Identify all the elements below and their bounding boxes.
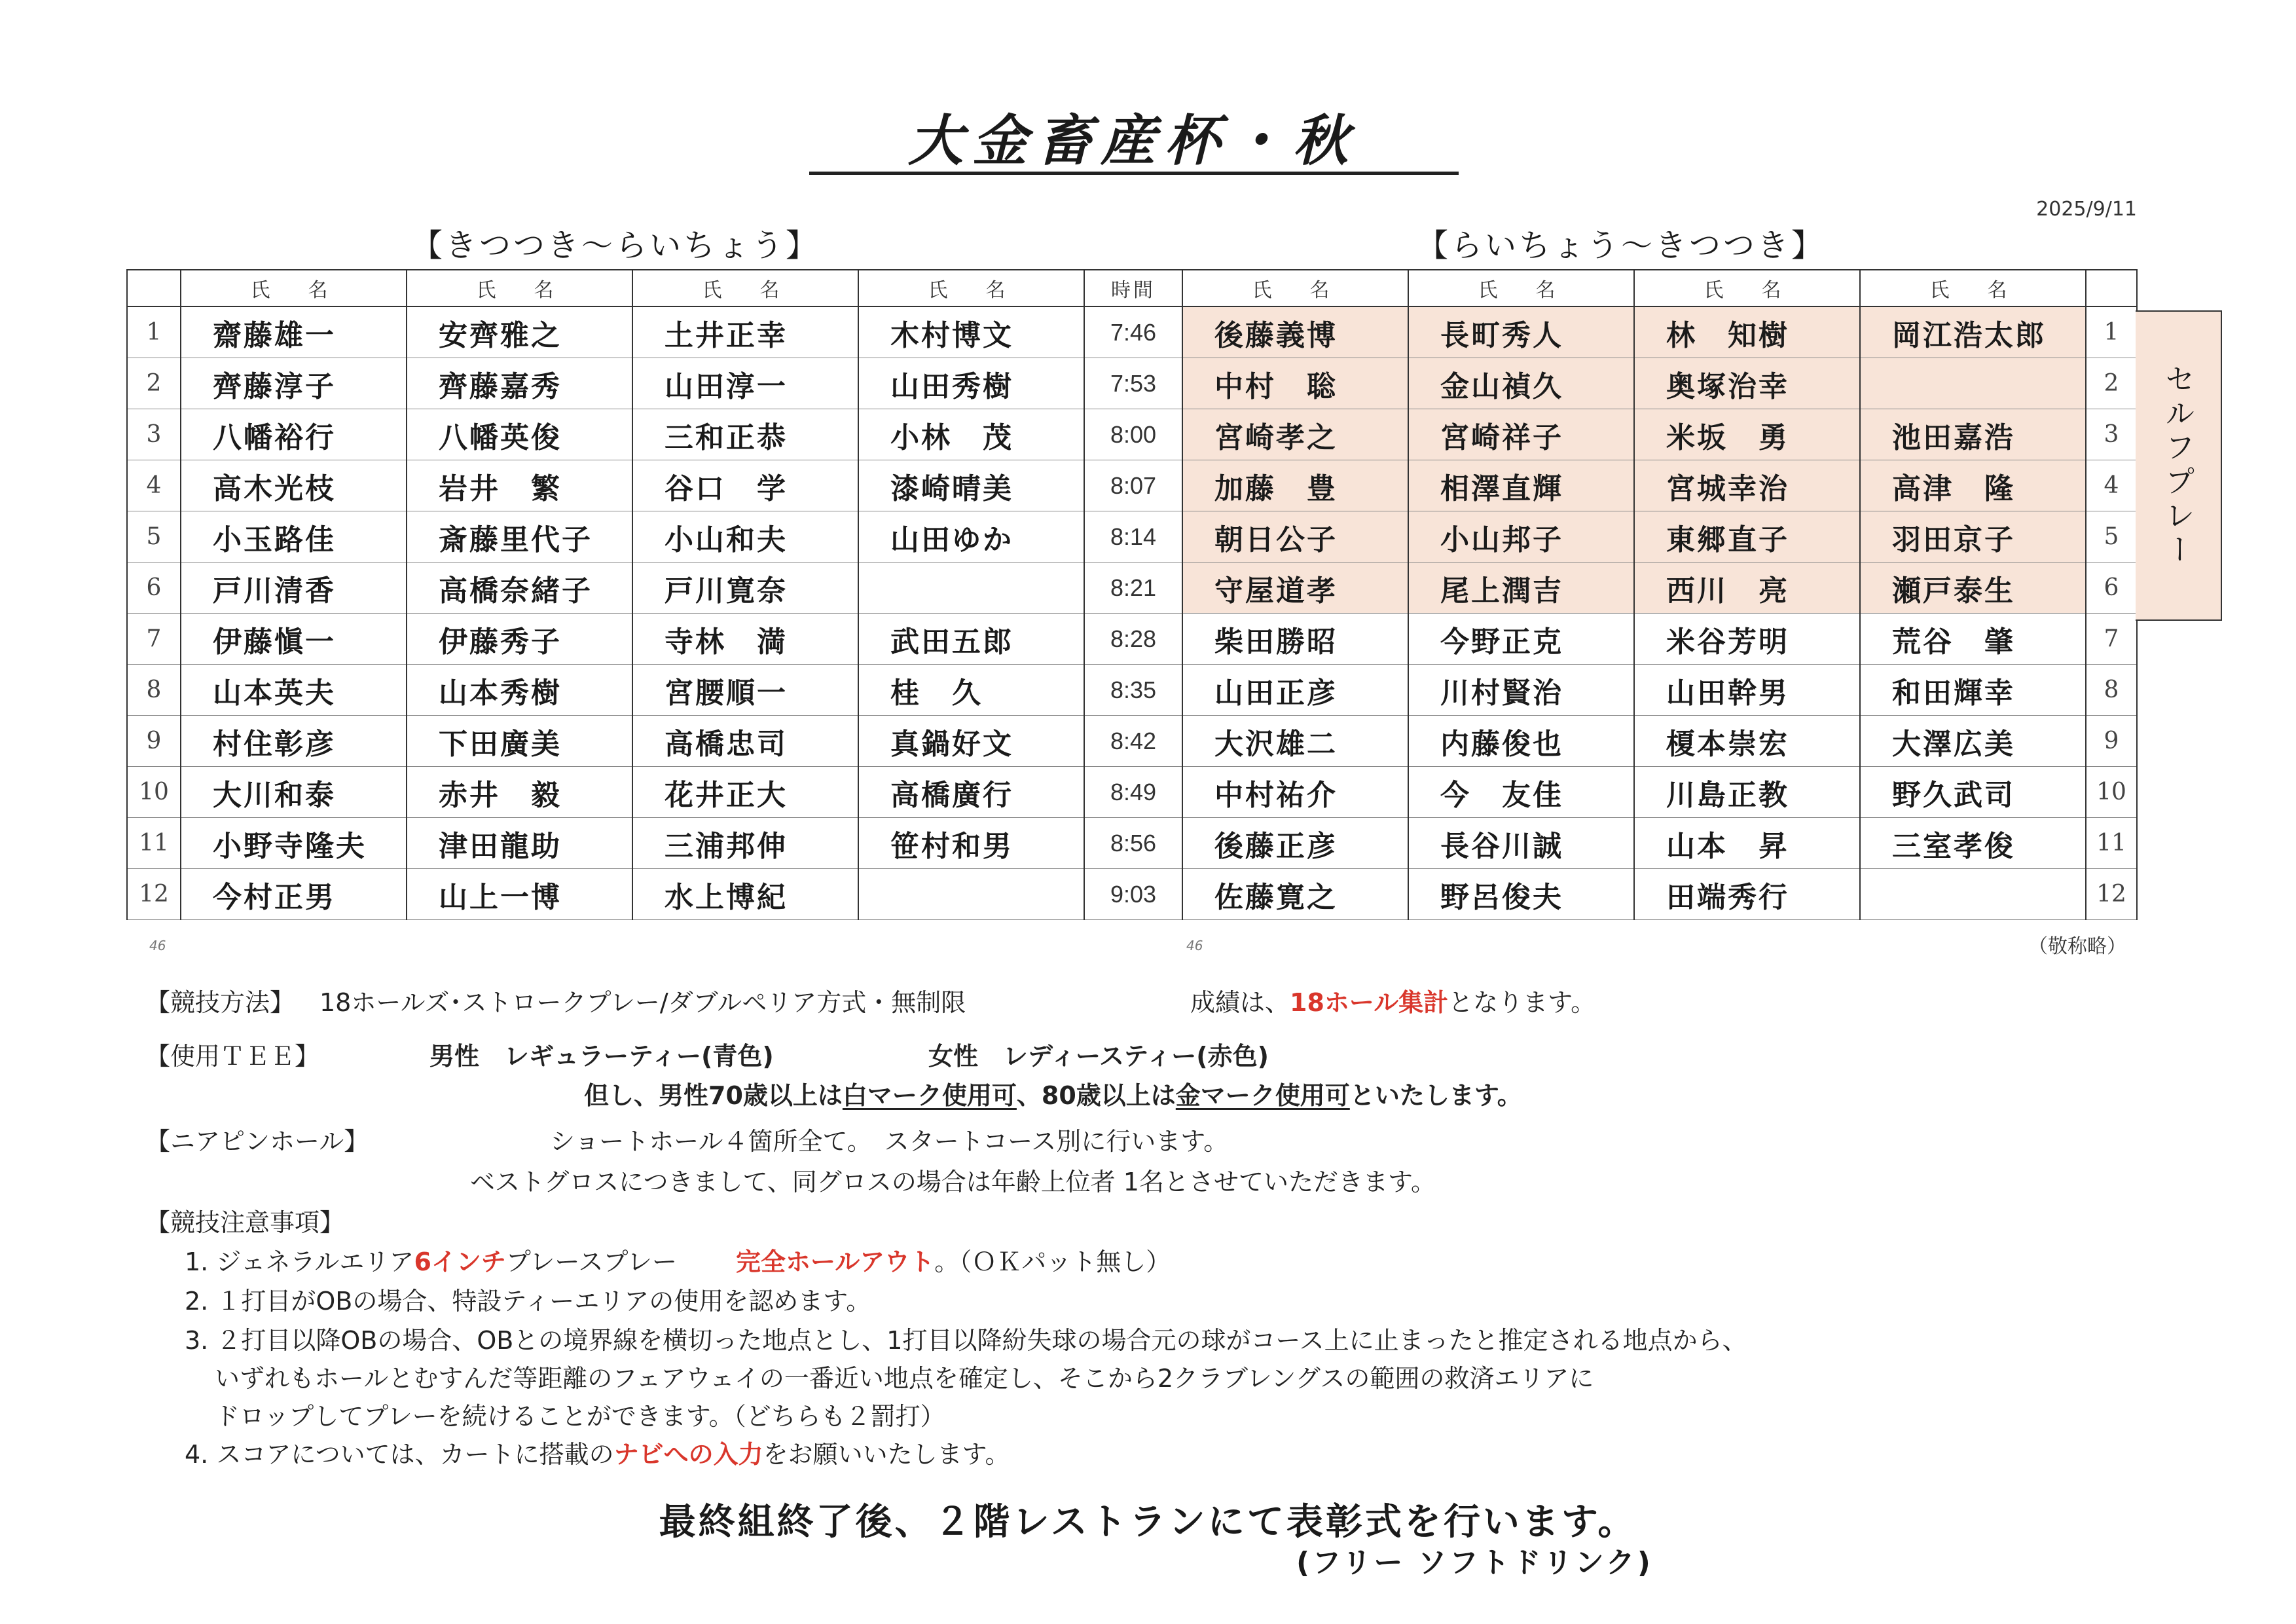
table-row xyxy=(127,818,2137,869)
tee-men: 男性 レギュラーティー(青色) xyxy=(429,1042,774,1071)
tee-age-a: 但し、男性70歳以上は xyxy=(584,1081,843,1110)
player-name xyxy=(858,869,1084,920)
header-name: 氏 名 xyxy=(1860,270,2086,306)
table-row xyxy=(127,358,2137,409)
tee-age-c: 、80歳以上は xyxy=(1016,1081,1176,1110)
nearpin-text: ショートホール４箇所全て。 スタートコース別に行います。 xyxy=(550,1127,1229,1156)
table-row xyxy=(127,306,2137,358)
header-name: 氏 名 xyxy=(181,270,407,306)
tee-time: 8:00 xyxy=(1084,409,1182,460)
player-name xyxy=(1860,358,2086,409)
player-name: 安齊雅之 xyxy=(407,306,632,358)
player-name: 尾上潤吉 xyxy=(1408,563,1634,614)
player-name: 朝日公子 xyxy=(1182,511,1408,563)
header-name: 氏 名 xyxy=(1634,270,1860,306)
player-name: 後藤正彦 xyxy=(1182,818,1408,869)
tee-time: 9:03 xyxy=(1084,869,1182,920)
table-row xyxy=(127,460,2137,511)
tee-time: 8:28 xyxy=(1084,614,1182,665)
group-number-left: 9 xyxy=(127,716,181,767)
group-number-right: 4 xyxy=(2086,460,2137,511)
player-name: 大川和泰 xyxy=(181,767,407,818)
player-name: 齋藤雄一 xyxy=(181,306,407,358)
note-1 xyxy=(185,1242,1171,1278)
tee-time: 8:35 xyxy=(1084,665,1182,716)
group-number-right: 7 xyxy=(2086,614,2137,665)
note-1-a: 1. ジェネラルエリア xyxy=(185,1247,414,1276)
note-4-a: 4. スコアについては、カートに搭載の xyxy=(185,1440,614,1469)
player-name: 小山和夫 xyxy=(632,511,858,563)
tee-time: 8:56 xyxy=(1084,818,1182,869)
player-name xyxy=(1860,869,2086,920)
player-name: 武田五郎 xyxy=(858,614,1084,665)
player-name: 大沢雄二 xyxy=(1182,716,1408,767)
player-name: 小林 茂 xyxy=(858,409,1084,460)
player-name: 谷口 学 xyxy=(632,460,858,511)
player-name: 八幡英俊 xyxy=(407,409,632,460)
group-number-right: 2 xyxy=(2086,358,2137,409)
small-mark-left: 46 xyxy=(149,938,166,953)
result-note xyxy=(1190,982,1595,1018)
group-number-left: 5 xyxy=(127,511,181,563)
player-name: 岩井 繁 xyxy=(407,460,632,511)
note-4-red: ナビへの入力 xyxy=(613,1440,763,1469)
honorific-note: （敬称略） xyxy=(2028,935,2126,958)
player-name: 東郷直子 xyxy=(1634,511,1860,563)
player-name: 大澤広美 xyxy=(1860,716,2086,767)
player-name: 津田龍助 xyxy=(407,818,632,869)
group-number-left: 8 xyxy=(127,665,181,716)
result-pre: 成績は、 xyxy=(1190,988,1290,1017)
group-number-left: 10 xyxy=(127,767,181,818)
tee-time: 7:46 xyxy=(1084,306,1182,358)
player-name: 岡江浩太郎 xyxy=(1860,306,2086,358)
tee-age-white: 白マーク使用可 xyxy=(842,1081,1017,1110)
table-header xyxy=(127,270,2137,306)
table-row xyxy=(127,563,2137,614)
result-post: となります。 xyxy=(1448,988,1596,1017)
player-name: 高木光枝 xyxy=(181,460,407,511)
player-name: 三室孝俊 xyxy=(1860,818,2086,869)
player-name: 守屋道孝 xyxy=(1182,563,1408,614)
player-name: 宮城幸治 xyxy=(1634,460,1860,511)
nearpin-text-2: ベストグロスにつきまして、同グロスの場合は年齢上位者 1名とさせていただきます。 xyxy=(470,1168,1436,1196)
player-name: 齊藤淳子 xyxy=(181,358,407,409)
player-name: 川島正教 xyxy=(1634,767,1860,818)
tee-time-table xyxy=(126,269,2138,920)
tee-label: 【使用ＴＥＥ】 xyxy=(145,1042,320,1071)
player-name: 漆崎晴美 xyxy=(858,460,1084,511)
tee-time: 8:42 xyxy=(1084,716,1182,767)
group-number-left: 3 xyxy=(127,409,181,460)
player-name: 笹村和男 xyxy=(858,818,1084,869)
player-name: 下田廣美 xyxy=(407,716,632,767)
header-name: 氏 名 xyxy=(858,270,1084,306)
player-name: 野久武司 xyxy=(1860,767,2086,818)
player-name: 川村賢治 xyxy=(1408,665,1634,716)
note-1-red1: 6インチ xyxy=(414,1247,506,1276)
title-underline xyxy=(809,172,1459,175)
player-name: 真鍋好文 xyxy=(858,716,1084,767)
player-name: 佐藤寛之 xyxy=(1182,869,1408,920)
player-name: 桂 久 xyxy=(858,665,1084,716)
player-name: 高橋廣行 xyxy=(858,767,1084,818)
player-name: 長町秀人 xyxy=(1408,306,1634,358)
group-number-right: 11 xyxy=(2086,818,2137,869)
player-name: 斎藤里代子 xyxy=(407,511,632,563)
group-number-left: 7 xyxy=(127,614,181,665)
tee-time: 7:53 xyxy=(1084,358,1182,409)
player-name: 八幡裕行 xyxy=(181,409,407,460)
note-1-c: 。（ＯＫパット無し） xyxy=(934,1247,1171,1276)
tee-age-gold: 金マーク使用可 xyxy=(1175,1081,1350,1110)
page-title: 大金畜産杯・秋 xyxy=(907,109,1357,173)
group-number-right: 5 xyxy=(2086,511,2137,563)
player-name: 花井正大 xyxy=(632,767,858,818)
group-number-right: 6 xyxy=(2086,563,2137,614)
player-name: 柴田勝昭 xyxy=(1182,614,1408,665)
player-name: 山田淳一 xyxy=(632,358,858,409)
player-name: 小山邦子 xyxy=(1408,511,1634,563)
player-name: 田端秀行 xyxy=(1634,869,1860,920)
player-name: 羽田京子 xyxy=(1860,511,2086,563)
player-name: 伊藤愼一 xyxy=(181,614,407,665)
player-name: 山田正彦 xyxy=(1182,665,1408,716)
note-1-red2: 完全ホールアウト xyxy=(735,1247,935,1276)
player-name: 山本英夫 xyxy=(181,665,407,716)
player-name: 米谷芳明 xyxy=(1634,614,1860,665)
player-name: 中村祐介 xyxy=(1182,767,1408,818)
group-number-right: 3 xyxy=(2086,409,2137,460)
tee-time: 8:49 xyxy=(1084,767,1182,818)
note-2: 2. １打目がOBの場合、特設ティーエリアの使用を認めます。 xyxy=(185,1287,871,1316)
player-name: 今 友佳 xyxy=(1408,767,1634,818)
group-number-right: 10 xyxy=(2086,767,2137,818)
group-number-right: 1 xyxy=(2086,306,2137,358)
player-name: 内藤俊也 xyxy=(1408,716,1634,767)
group-number-left: 1 xyxy=(127,306,181,358)
player-name: 後藤義博 xyxy=(1182,306,1408,358)
tee-age-e: といたします。 xyxy=(1349,1081,1522,1110)
note-3-line-1: 3. ２打目以降OBの場合、OBとの境界線を横切った地点とし、1打目以降紛失球の場合元の球がコース上に止まったと推定される地点から、 xyxy=(185,1326,1747,1355)
player-name: 今村正男 xyxy=(181,869,407,920)
tee-time: 8:21 xyxy=(1084,563,1182,614)
player-name: 榎本崇宏 xyxy=(1634,716,1860,767)
player-name: 山田秀樹 xyxy=(858,358,1084,409)
group-number-left: 2 xyxy=(127,358,181,409)
header-no xyxy=(2086,270,2137,306)
table-row xyxy=(127,767,2137,818)
soft-drink-note: (フリー ソフトドリンク) xyxy=(1296,1546,1653,1579)
player-name: 加藤 豊 xyxy=(1182,460,1408,511)
player-name: 宮崎祥子 xyxy=(1408,409,1634,460)
group-number-left: 6 xyxy=(127,563,181,614)
player-name: 山本 昇 xyxy=(1634,818,1860,869)
header-name: 氏 名 xyxy=(632,270,858,306)
player-name: 西川 亮 xyxy=(1634,563,1860,614)
header-name: 氏 名 xyxy=(1408,270,1634,306)
player-name: 村住彰彦 xyxy=(181,716,407,767)
player-name: 赤井 毅 xyxy=(407,767,632,818)
tee-time: 8:07 xyxy=(1084,460,1182,511)
header-no xyxy=(127,270,181,306)
note-3-line-2: いずれもホールとむすんだ等距離のフェアウェイの一番近い地点を確定し、そこから2クラブレングスの範囲の救済エリアに xyxy=(215,1364,1594,1393)
note-4 xyxy=(185,1434,1010,1470)
table-row xyxy=(127,614,2137,665)
nearpin-label: 【ニアピンホール】 xyxy=(145,1127,369,1156)
tee-time: 8:14 xyxy=(1084,511,1182,563)
player-name: 三和正恭 xyxy=(632,409,858,460)
method-text: 18ホールズ･ストロークプレー/ダブルペリア方式・無制限 xyxy=(319,988,966,1017)
player-name: 宮崎孝之 xyxy=(1182,409,1408,460)
player-name: 相澤直輝 xyxy=(1408,460,1634,511)
small-mark-right: 46 xyxy=(1186,938,1203,953)
group-number-right: 9 xyxy=(2086,716,2137,767)
right-group-label: 【らいちょう～きつつき】 xyxy=(1417,227,1826,264)
player-name: 中村 聡 xyxy=(1182,358,1408,409)
ceremony-notice: 最終組終了後、２階レストランにて表彰式を行います。 xyxy=(659,1501,1637,1543)
player-name: 寺林 満 xyxy=(632,614,858,665)
player-name: 戸川清香 xyxy=(181,563,407,614)
note-4-b: をお願いいたします。 xyxy=(763,1440,1010,1469)
self-play-label: セルフプレー xyxy=(2136,310,2222,621)
group-number-left: 4 xyxy=(127,460,181,511)
player-name xyxy=(858,563,1084,614)
player-name: 水上博紀 xyxy=(632,869,858,920)
notes-label: 【競技注意事項】 xyxy=(145,1208,345,1237)
player-name: 野呂俊夫 xyxy=(1408,869,1634,920)
header-name: 氏 名 xyxy=(407,270,632,306)
group-number-right: 8 xyxy=(2086,665,2137,716)
player-name: 林 知樹 xyxy=(1634,306,1860,358)
table-row xyxy=(127,665,2137,716)
player-name: 和田輝幸 xyxy=(1860,665,2086,716)
player-name: 金山禎久 xyxy=(1408,358,1634,409)
tee-women: 女性 レディースティー(赤色) xyxy=(928,1042,1269,1071)
event-date: 2025/9/11 xyxy=(2036,198,2137,221)
table-row xyxy=(127,869,2137,920)
player-name: 小野寺隆夫 xyxy=(181,818,407,869)
player-name: 齊藤嘉秀 xyxy=(407,358,632,409)
player-name: 池田嘉浩 xyxy=(1860,409,2086,460)
player-name: 瀬戸泰生 xyxy=(1860,563,2086,614)
note-3-line-3: ドロップしてプレーを続けることができます。（どちらも２罰打） xyxy=(215,1402,945,1431)
player-name: 木村博文 xyxy=(858,306,1084,358)
player-name: 土井正幸 xyxy=(632,306,858,358)
result-red: 18ホール集計 xyxy=(1290,988,1449,1017)
player-name: 伊藤秀子 xyxy=(407,614,632,665)
header-name: 氏 名 xyxy=(1182,270,1408,306)
player-name: 山田ゆか xyxy=(858,511,1084,563)
player-name: 荒谷 肇 xyxy=(1860,614,2086,665)
player-name: 山上一博 xyxy=(407,869,632,920)
player-name: 奥塚治幸 xyxy=(1634,358,1860,409)
player-name: 宮腰順一 xyxy=(632,665,858,716)
player-name: 戸川寛奈 xyxy=(632,563,858,614)
tee-age-note xyxy=(584,1075,1522,1111)
left-group-label: 【きつつき～らいちょう】 xyxy=(411,227,820,264)
player-name: 高津 隆 xyxy=(1860,460,2086,511)
group-number-left: 11 xyxy=(127,818,181,869)
method-label: 【競技方法】 xyxy=(145,988,295,1017)
player-name: 今野正克 xyxy=(1408,614,1634,665)
table-row xyxy=(127,511,2137,563)
player-name: 三浦邦伸 xyxy=(632,818,858,869)
player-name: 山本秀樹 xyxy=(407,665,632,716)
player-name: 高橋奈緒子 xyxy=(407,563,632,614)
group-number-left: 12 xyxy=(127,869,181,920)
player-name: 山田幹男 xyxy=(1634,665,1860,716)
note-1-b: プレースプレー xyxy=(505,1247,677,1276)
table-row xyxy=(127,409,2137,460)
player-name: 高橋忠司 xyxy=(632,716,858,767)
player-name: 米坂 勇 xyxy=(1634,409,1860,460)
table-row xyxy=(127,716,2137,767)
group-number-right: 12 xyxy=(2086,869,2137,920)
header-time: 時間 xyxy=(1084,270,1182,306)
player-name: 小玉路佳 xyxy=(181,511,407,563)
player-name: 長谷川誠 xyxy=(1408,818,1634,869)
